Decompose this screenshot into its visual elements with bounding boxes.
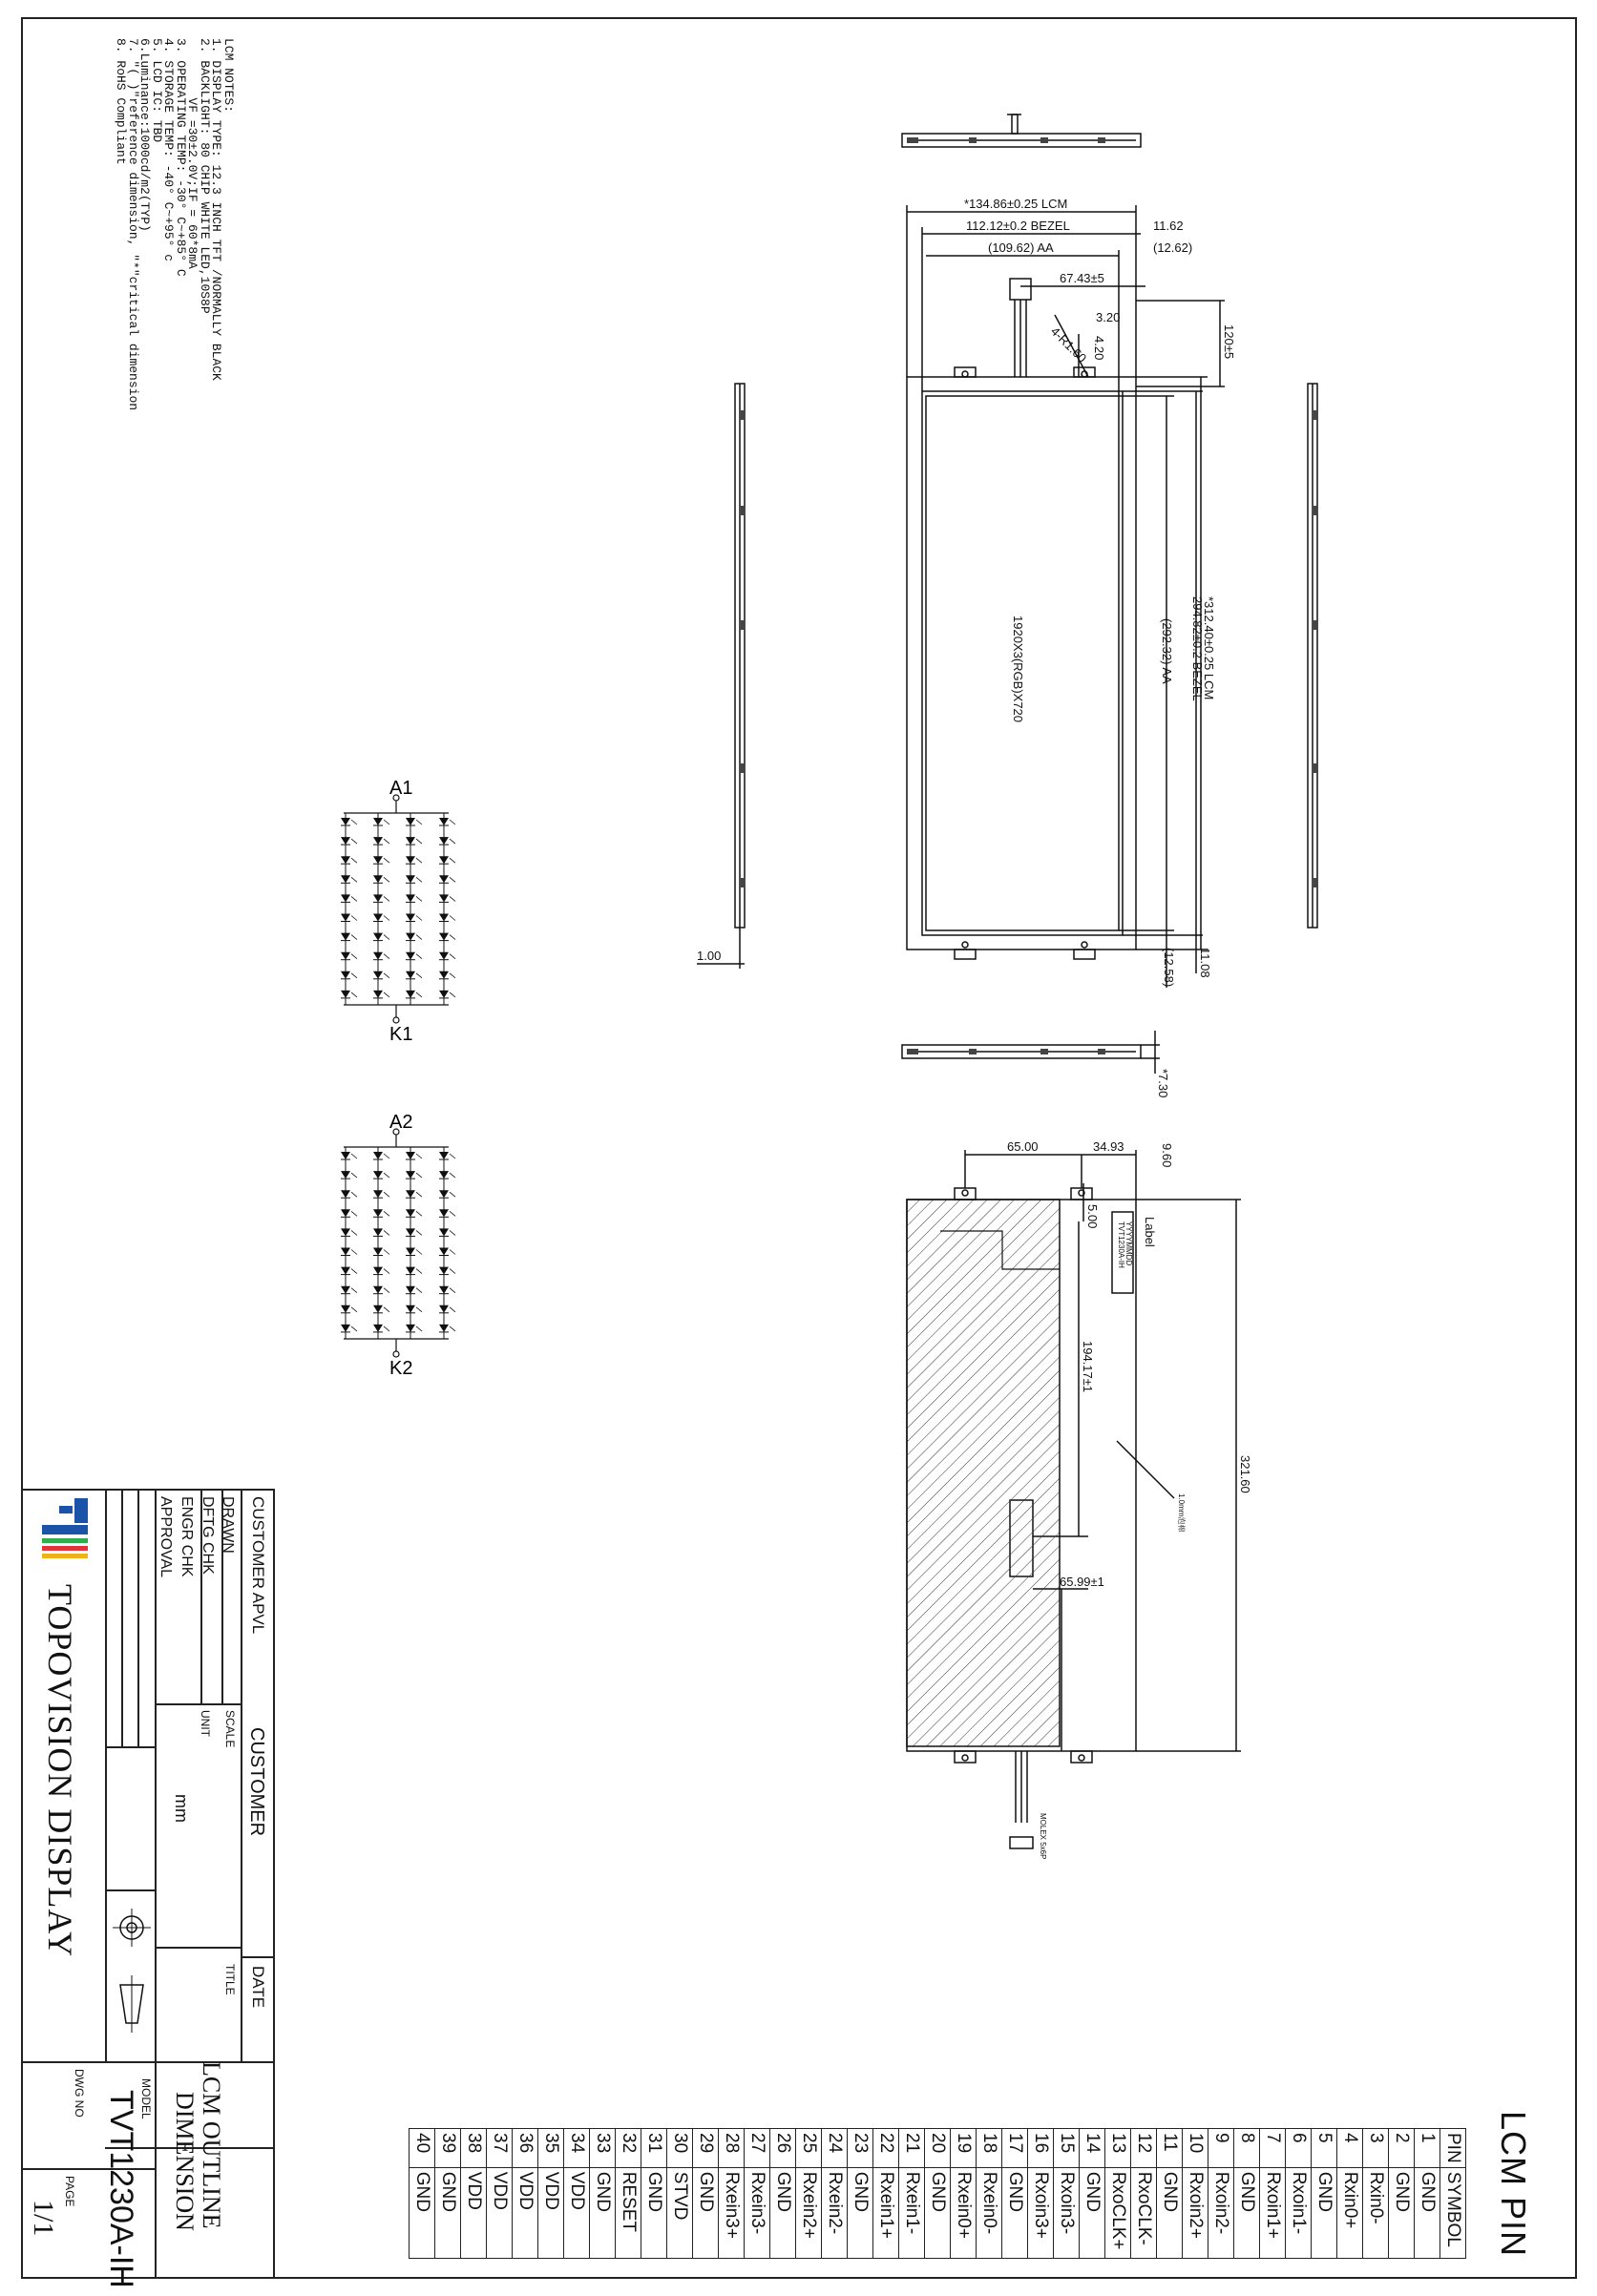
pin-number: 12 (1131, 2129, 1157, 2168)
bottom-edge-view (902, 1031, 1160, 1074)
pin-table (409, 2128, 1466, 2259)
led-diode (341, 991, 357, 998)
led-diode (439, 1190, 455, 1198)
table-row (1131, 2129, 1157, 2259)
table-row (461, 2129, 487, 2259)
pin-symbol: GND (1002, 2167, 1028, 2258)
led-circuit-2 (344, 1129, 449, 1357)
led-diode (341, 1152, 357, 1159)
approval-label: APPROVAL (158, 1496, 174, 1578)
pin-symbol: Rxoin1+ (1260, 2167, 1286, 2258)
pin-symbol: GND (693, 2167, 719, 2258)
pin-number: 17 (1002, 2129, 1028, 2168)
pin-number: 39 (435, 2129, 461, 2168)
dim-11-08: 11.08 (1198, 948, 1212, 978)
unit-value: mm (172, 1794, 191, 1823)
dim-4-20: 4.20 (1092, 336, 1106, 361)
table-row (873, 2129, 899, 2259)
company-name: TOPOVISION DISPLAY (41, 1584, 79, 1958)
table-row (1208, 2129, 1234, 2259)
led-diode (341, 933, 357, 941)
led-diode (373, 1305, 389, 1313)
led-diode (373, 1209, 389, 1217)
pin-number: 9 (1208, 2129, 1234, 2168)
note-line: 2. BACKLIGHT: 80 CHIP WHITE LED,10S8P (198, 38, 212, 314)
table-row (822, 2129, 848, 2259)
notes-heading: LCM NOTES: (221, 38, 236, 114)
table-row (1157, 2129, 1183, 2259)
label-text-2: YYYYMMDD (1124, 1221, 1133, 1266)
led-diode (406, 1325, 422, 1332)
customer-apvl-label: CUSTOMER APVL (249, 1496, 267, 1635)
led-diode (341, 1190, 357, 1198)
pin-number: 32 (616, 2129, 641, 2168)
led-diode (341, 1209, 357, 1217)
dim-3-20: 3.20 (1096, 310, 1121, 324)
note-line: 7. "( )"reference dimension, "*"critical dimension (126, 38, 140, 411)
table-row (1286, 2129, 1312, 2259)
table-row (977, 2129, 1002, 2259)
pin-number: 29 (693, 2129, 719, 2168)
led-diode (439, 1228, 455, 1236)
led-diode (373, 894, 389, 902)
led-diode (373, 818, 389, 825)
led-diode (406, 1305, 422, 1313)
led-diode (439, 991, 455, 998)
dim-foam: 1.0mm泡棉 (1177, 1493, 1186, 1533)
led-diode (406, 933, 422, 941)
led-diode (373, 1286, 389, 1294)
table-row (538, 2129, 564, 2259)
pin-symbol: GND (1389, 2167, 1415, 2258)
note-line: 6.Luminance:1000cd/m2(TYP) (137, 38, 153, 232)
table-row (1234, 2129, 1260, 2259)
led-diode (439, 914, 455, 922)
hatched-backplate (907, 1200, 1060, 1746)
pin-number: 40 (410, 2129, 435, 2168)
led-circuit-1 (344, 795, 449, 1023)
led-diode (406, 971, 422, 979)
pin-symbol: GND (590, 2167, 616, 2258)
pin-number: 18 (977, 2129, 1002, 2168)
led-diode (373, 1228, 389, 1236)
pin-symbol: GND (1415, 2167, 1440, 2258)
led-diode (341, 1171, 357, 1179)
led-diode (341, 1286, 357, 1294)
table-row (1337, 2129, 1363, 2259)
pin-symbol: VDD (461, 2167, 487, 2258)
pin-number: 31 (641, 2129, 667, 2168)
header-symbol: SYMBOL (1440, 2167, 1466, 2258)
dim-fpc-len: 120±5 (1222, 324, 1236, 360)
table-row (513, 2129, 538, 2259)
table-row (616, 2129, 641, 2259)
dim-bezel-width: 112.12±0.2 BEZEL (966, 219, 1070, 233)
dim-65: 65.00 (1007, 1139, 1039, 1154)
date-label: DATE (249, 1966, 267, 2009)
note-line: 3. OPERATING TEMP: -30° C~+85° C (174, 38, 188, 277)
customer-label: CUSTOMER (246, 1727, 267, 1837)
led-diode (341, 875, 357, 883)
dim-9-60: 9.60 (1160, 1143, 1174, 1168)
dim-thickness-side: 1.00 (697, 949, 722, 963)
led-diode (373, 991, 389, 998)
pin-symbol: GND (925, 2167, 951, 2258)
dim-11-62: 11.62 (1153, 219, 1184, 233)
pin-number: 6 (1286, 2129, 1312, 2168)
led-diode (341, 952, 357, 960)
pin-number: 34 (564, 2129, 590, 2168)
engr-chk-label: ENGR CHK (179, 1496, 195, 1577)
note-line: 1. DISPLAY TYPE: 12.3 INCH TFT /NORMALLY BLACK (209, 38, 224, 381)
pin-symbol: VDD (538, 2167, 564, 2258)
pin-symbol: VDD (564, 2167, 590, 2258)
pin-number: 13 (1105, 2129, 1131, 2168)
table-row (848, 2129, 873, 2259)
led-diode (406, 1171, 422, 1179)
pin-symbol: Rxoin2- (1208, 2167, 1234, 2258)
pin-number: 15 (1054, 2129, 1080, 2168)
dim-12-62: (12.62) (1153, 240, 1193, 255)
led-diode (341, 971, 357, 979)
led-diode (439, 818, 455, 825)
pin-number: 23 (848, 2129, 873, 2168)
pin-symbol: GND (848, 2167, 873, 2258)
pin-number: 4 (1337, 2129, 1363, 2168)
note-line: 8. RoHS Compliant (114, 38, 129, 165)
pin-number: 28 (719, 2129, 745, 2168)
led-diode (341, 1305, 357, 1313)
pin-symbol: Rxein1+ (873, 2167, 899, 2258)
drawn-label: DRAWN (220, 1496, 236, 1554)
pin-number: 27 (745, 2129, 770, 2168)
pin-symbol: GND (435, 2167, 461, 2258)
pin-symbol: VDD (513, 2167, 538, 2258)
table-row (693, 2129, 719, 2259)
pin-symbol: RxoCLK+ (1105, 2167, 1131, 2258)
pin-symbol: Rxin0+ (1337, 2167, 1363, 2258)
table-row (796, 2129, 822, 2259)
led-diode (439, 856, 455, 864)
pin-number: 25 (796, 2129, 822, 2168)
pin-symbol: Rxein2- (822, 2167, 848, 2258)
led-diode (406, 1190, 422, 1198)
table-row (1312, 2129, 1337, 2259)
table-row (1105, 2129, 1131, 2259)
dwg-no-label: DWG NO (73, 2069, 86, 2118)
pin-number: 38 (461, 2129, 487, 2168)
pin-number: 33 (590, 2129, 616, 2168)
led-diode (439, 1305, 455, 1313)
model-label: MODEL (139, 2078, 153, 2119)
led-diode (406, 952, 422, 960)
pin-number: 20 (925, 2129, 951, 2168)
header-pin: PIN (1440, 2129, 1466, 2168)
pin-number: 7 (1260, 2129, 1286, 2168)
pin-symbol: STVD (667, 2167, 693, 2258)
note-line: 5. LCD IC: TBD (150, 38, 164, 143)
dim-hole: 4-R1.60 (1047, 324, 1090, 365)
led-diode (439, 1286, 455, 1294)
led-diode (341, 894, 357, 902)
led-diode (439, 952, 455, 960)
led-diode (439, 1325, 455, 1332)
pin-number: 36 (513, 2129, 538, 2168)
led-diode (406, 1267, 422, 1275)
pin-number: 1 (1415, 2129, 1440, 2168)
led-diode (373, 837, 389, 845)
note-line: 4. STORAGE TEMP: -40° C~+95° c (161, 38, 177, 262)
dim-bezel-height: 294.82±0.2 BEZEL (1190, 596, 1205, 701)
pin-symbol: GND (1157, 2167, 1183, 2258)
dim-thickness: *7.30 (1156, 1069, 1170, 1098)
pin-number: 35 (538, 2129, 564, 2168)
dim-321: 321.60 (1238, 1455, 1252, 1493)
led-diode (341, 818, 357, 825)
led-diode (373, 952, 389, 960)
table-row (1389, 2129, 1415, 2259)
label-text-1: TVT1230A-IH (1117, 1221, 1125, 1268)
table-row (745, 2129, 770, 2259)
led-diode (373, 856, 389, 864)
pin-symbol: Rxin0- (1363, 2167, 1389, 2258)
led-diode (439, 894, 455, 902)
title-line-1: LCM OUTLINE (198, 2061, 225, 2229)
dim-5-00: 5.00 (1085, 1204, 1100, 1229)
front-view (907, 205, 1225, 988)
dim-label: Label (1143, 1217, 1157, 1247)
led-diode (373, 933, 389, 941)
pin-symbol: VDD (487, 2167, 513, 2258)
led-diode (373, 1325, 389, 1332)
dim-conn-offset: 67.43±5 (1060, 271, 1104, 285)
pin-number: 3 (1363, 2129, 1389, 2168)
pin-number: 37 (487, 2129, 513, 2168)
led-anode-1: A1 (389, 778, 413, 799)
led-diode (406, 914, 422, 922)
led-diode (406, 1152, 422, 1159)
pin-symbol: Rxein0- (977, 2167, 1002, 2258)
table-row (1183, 2129, 1208, 2259)
led-diode (341, 856, 357, 864)
pin-symbol: Rxoin3- (1054, 2167, 1080, 2258)
pin-number: 5 (1312, 2129, 1337, 2168)
pin-number: 21 (899, 2129, 925, 2168)
pin-number: 14 (1080, 2129, 1105, 2168)
pin-symbol: Rxoin3+ (1028, 2167, 1054, 2258)
led-diode (341, 1228, 357, 1236)
led-diode (406, 991, 422, 998)
led-diode (439, 971, 455, 979)
pin-symbol: GND (641, 2167, 667, 2258)
pin-symbol: RESET (616, 2167, 641, 2258)
led-diode (406, 894, 422, 902)
pin-table-title: LCM PIN (1494, 2111, 1533, 2258)
table-row (719, 2129, 745, 2259)
table-row (1054, 2129, 1080, 2259)
pin-symbol: Rxein2+ (796, 2167, 822, 2258)
led-diode (406, 1286, 422, 1294)
pin-number: 24 (822, 2129, 848, 2168)
pin-symbol: Rxoin2+ (1183, 2167, 1208, 2258)
model-value: TVT1230A-IH (103, 2090, 139, 2288)
led-diode (439, 1267, 455, 1275)
table-row (564, 2129, 590, 2259)
table-row (1363, 2129, 1389, 2259)
dim-66: 65.99±1 (1060, 1575, 1104, 1589)
table-row (435, 2129, 461, 2259)
pin-symbol: Rxoin1- (1286, 2167, 1312, 2258)
dim-lcm-height: *312.40±0.25 LCM (1202, 596, 1216, 700)
table-row (667, 2129, 693, 2259)
led-diode (439, 1209, 455, 1217)
pin-number: 22 (873, 2129, 899, 2168)
led-diode (341, 1267, 357, 1275)
table-row (770, 2129, 796, 2259)
table-row (951, 2129, 977, 2259)
led-diode (406, 856, 422, 864)
led-diode (341, 914, 357, 922)
table-row (1080, 2129, 1105, 2259)
table-row (590, 2129, 616, 2259)
led-diode (439, 837, 455, 845)
title-block (21, 1489, 275, 2288)
pin-symbol: RxoCLK- (1131, 2167, 1157, 2258)
led-diode (439, 933, 455, 941)
dim-resolution: 1920X3(RGB)X720 (1011, 616, 1025, 723)
dim-34-93: 34.93 (1093, 1139, 1124, 1154)
unit-label: UNIT (199, 1710, 212, 1737)
table-row (410, 2129, 435, 2259)
led-diode (373, 875, 389, 883)
dftg-chk-label: DFTG CHK (200, 1496, 216, 1575)
table-row (487, 2129, 513, 2259)
pin-number: 26 (770, 2129, 796, 2168)
pin-number: 2 (1389, 2129, 1415, 2168)
page-value: 1/1 (28, 2200, 59, 2237)
led-diode (439, 1248, 455, 1256)
left-side-view (697, 384, 745, 969)
led-diode (341, 1325, 357, 1332)
led-diode (373, 1190, 389, 1198)
led-diode (373, 914, 389, 922)
led-diode (373, 971, 389, 979)
pin-symbol: Rxein0+ (951, 2167, 977, 2258)
dim-12-58: (12.58) (1162, 948, 1176, 988)
led-anode-2: A2 (389, 1112, 413, 1133)
pin-symbol: GND (1080, 2167, 1105, 2258)
led-diode (439, 1152, 455, 1159)
dim-194: 194.17±1 (1081, 1341, 1095, 1393)
pin-symbol: GND (770, 2167, 796, 2258)
pin-number: 19 (951, 2129, 977, 2168)
title-label: TITLE (223, 1964, 237, 1995)
led-diode (373, 1152, 389, 1159)
led-diode (439, 875, 455, 883)
page-label: PAGE (63, 2176, 76, 2207)
pin-number: 11 (1157, 2129, 1183, 2168)
led-diode (406, 875, 422, 883)
right-side-view (1308, 384, 1317, 928)
pin-table-header (1440, 2129, 1466, 2259)
dim-lcm-width: *134.86±0.25 LCM (964, 197, 1068, 211)
led-diode (406, 837, 422, 845)
title-line-2: DIMENSION (171, 2092, 199, 2231)
led-diode (439, 1171, 455, 1179)
dim-aa-height: (292.32) AA (1160, 618, 1174, 684)
company-logo (38, 1496, 92, 1563)
led-diode (373, 1267, 389, 1275)
led-diode (406, 1228, 422, 1236)
scale-label: SCALE (223, 1710, 237, 1748)
led-diode (406, 1248, 422, 1256)
dim-aa-width: (109.62) AA (988, 240, 1054, 255)
led-diode (341, 1248, 357, 1256)
pin-number: 30 (667, 2129, 693, 2168)
pin-symbol: GND (410, 2167, 435, 2258)
table-row (641, 2129, 667, 2259)
table-row (899, 2129, 925, 2259)
pin-number: 8 (1234, 2129, 1260, 2168)
led-diode (373, 1248, 389, 1256)
table-row (1260, 2129, 1286, 2259)
pin-number: 10 (1183, 2129, 1208, 2168)
pin-symbol: GND (1312, 2167, 1337, 2258)
led-cathode-1: K1 (389, 1024, 413, 1045)
led-diode (406, 1209, 422, 1217)
pin-number: 16 (1028, 2129, 1054, 2168)
table-row (1002, 2129, 1028, 2259)
pin-symbol: Rxein3+ (719, 2167, 745, 2258)
dim-conn-note: MOLEX 5x6P (1039, 1813, 1047, 1860)
table-row (1415, 2129, 1440, 2259)
led-diode (341, 837, 357, 845)
led-diode (406, 818, 422, 825)
pin-symbol: Rxein1- (899, 2167, 925, 2258)
pin-symbol: Rxein3- (745, 2167, 770, 2258)
led-diode (373, 1171, 389, 1179)
projection-symbol (113, 1899, 151, 2042)
led-cathode-2: K2 (389, 1358, 413, 1379)
edge-fills (741, 137, 1317, 1054)
table-row (925, 2129, 951, 2259)
pin-symbol: GND (1234, 2167, 1260, 2258)
table-row (1028, 2129, 1054, 2259)
note-line: VF =30±2.0V;IF = 60*8mA (185, 38, 200, 269)
